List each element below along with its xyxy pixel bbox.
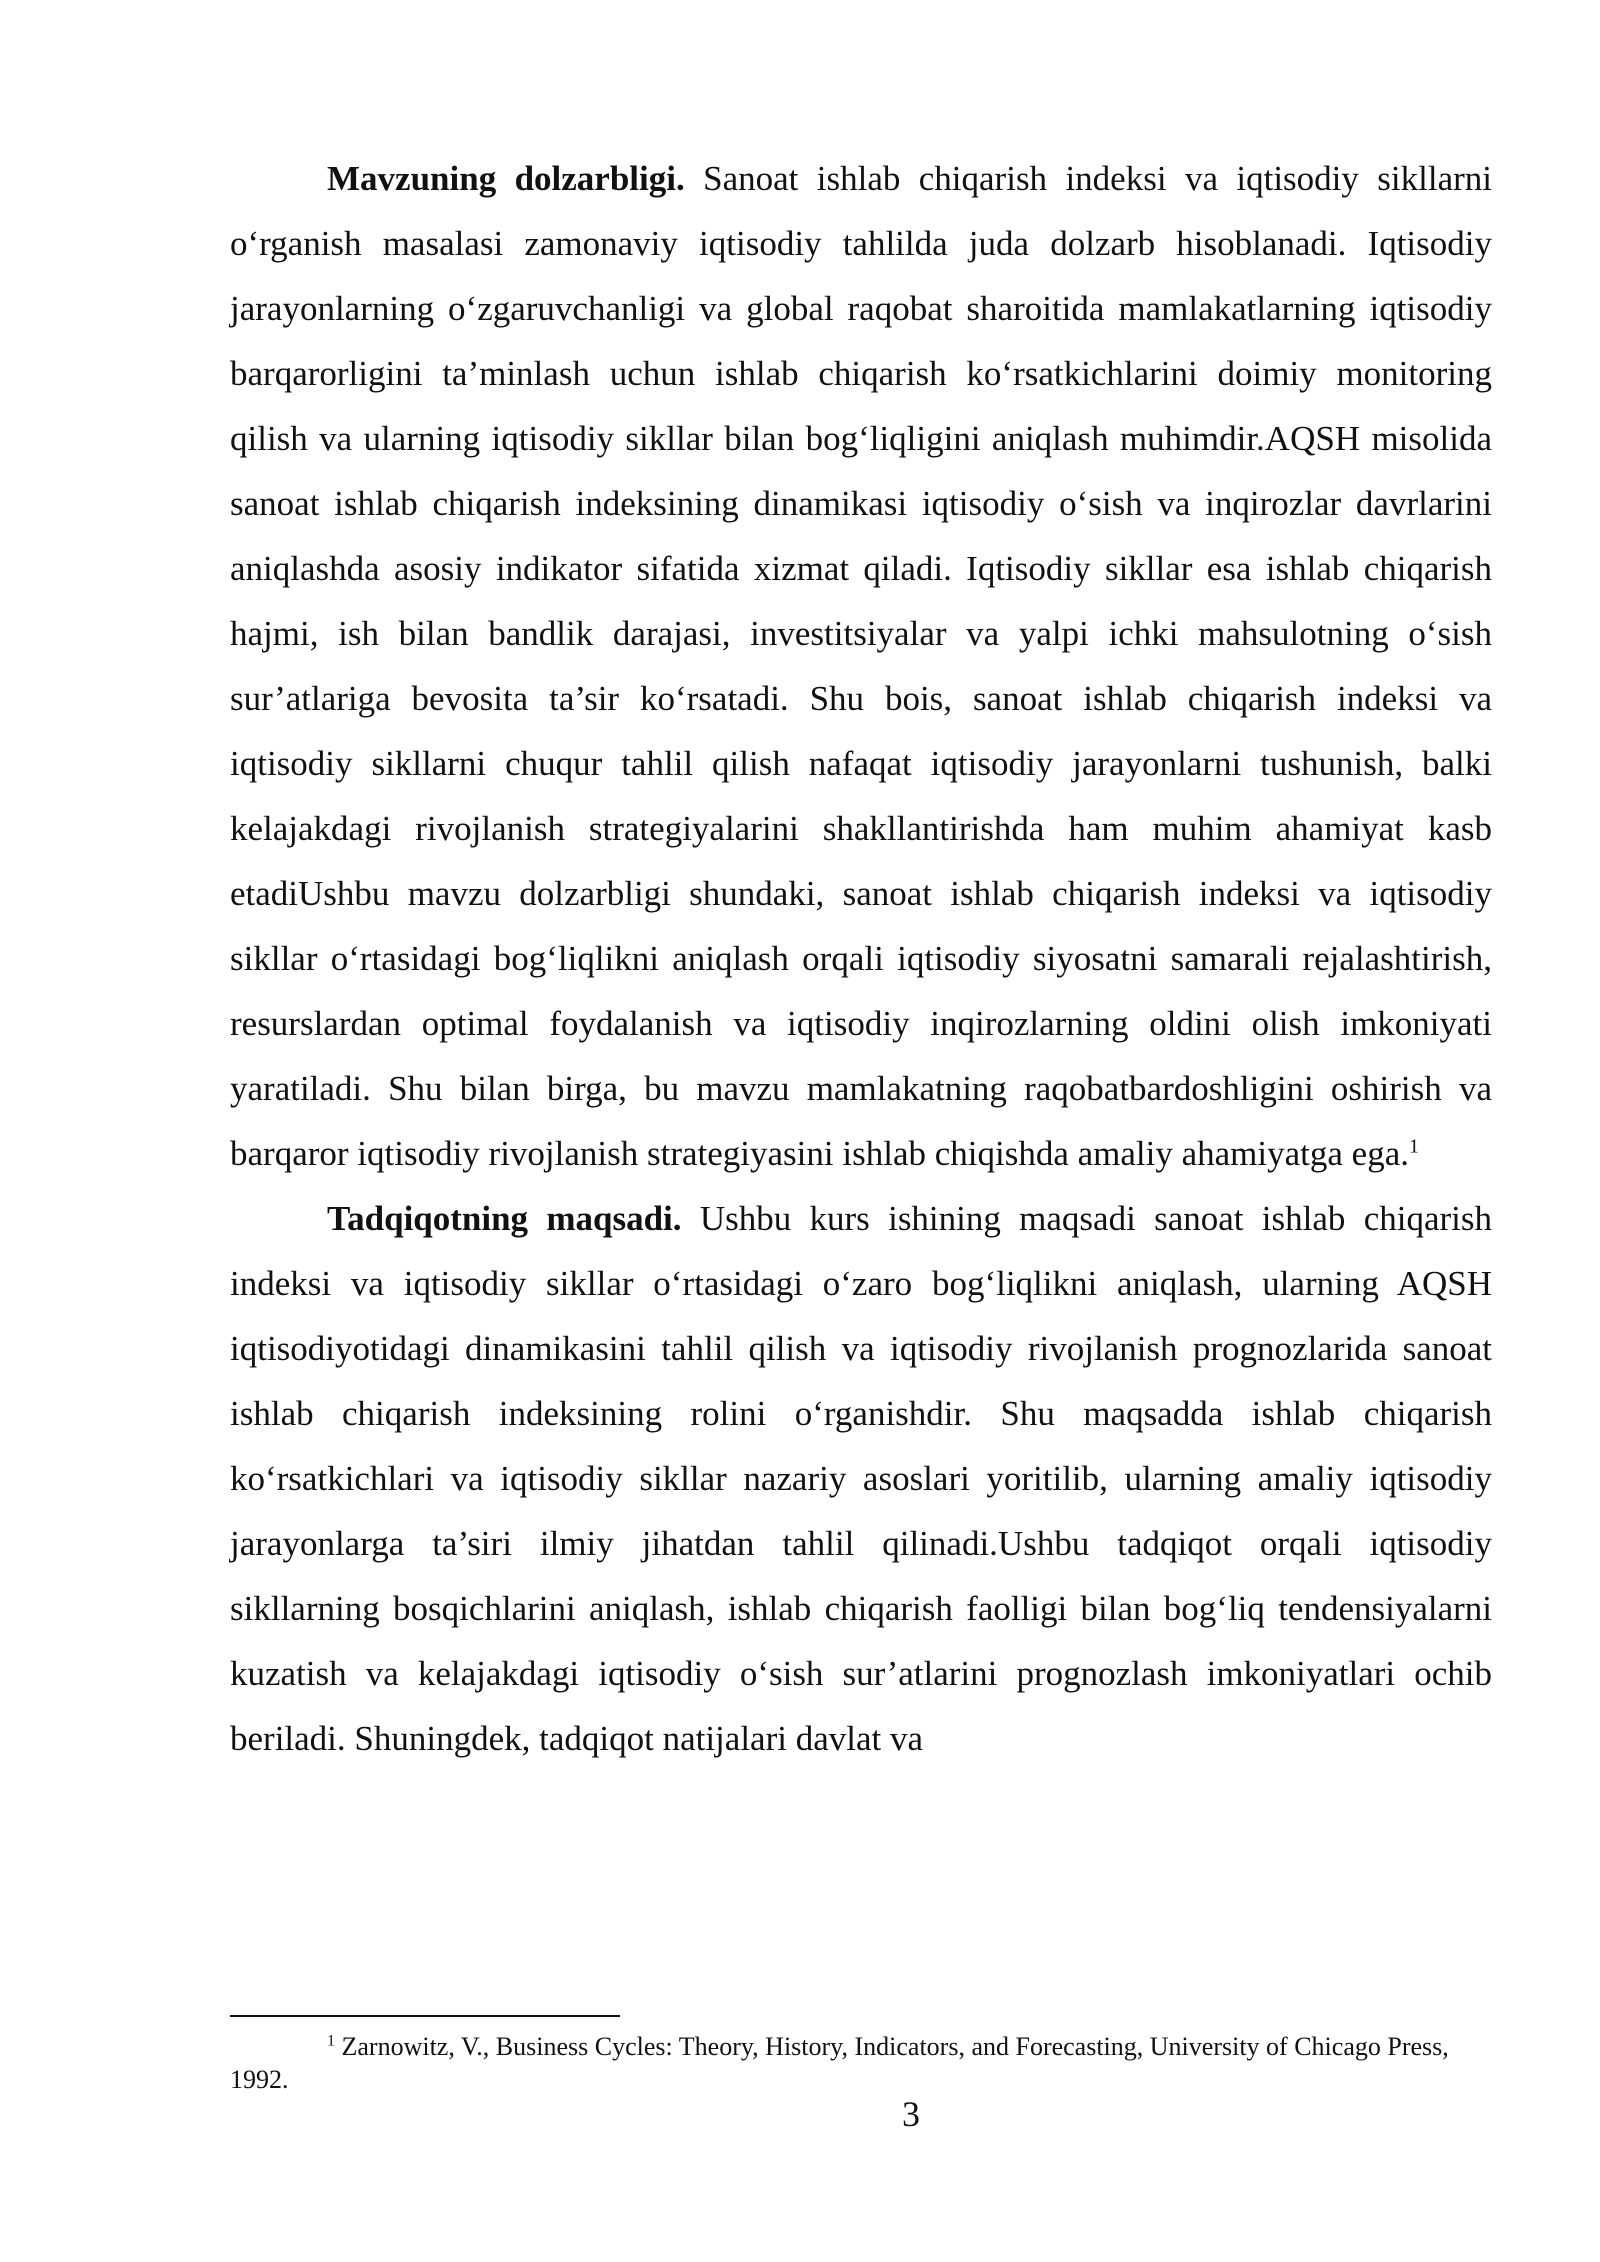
footnote — [230, 2030, 1492, 2096]
footnote-text: Zarnowitz, V., Business Cycles: Theory, History, Indicators, and Forecasting, University of Chicago Press, 1992. — [230, 2032, 1449, 2094]
paragraph-text: Sanoat ishlab chiqarish indeksi va iqtisodiy sikllarni o‘rganish masalasi zamonaviy iqtisodiy tahlilda juda dolzarb hisoblanadi. Iqtisodiy jarayonlarning o‘zgaruvchanligi va global raqobat sharoitida mamlakatlarning iqtisodiy barqarorligini ta’minlash uchun ishlab chiqarish ko‘rsatkichlarini doimiy monitoring qilish va ularning iqtisodiy sikllar bilan bog‘liqligini aniqlash muhimdir.AQSH misolida sanoat ishlab chiqarish indeksining dinamikasi iqtisodiy o‘sish va inqirozlar davrlarini aniqlashda asosiy indikator sifatida xizmat qiladi. Iqtisodiy sikllar esa ishlab chiqarish hajmi, ish bilan bandlik darajasi, investitsiyalar va yalpi ichki mahsulotning o‘sish sur’atlariga bevosita ta’sir ko‘rsatadi. Shu bois, sanoat ishlab chiqarish indeksi va iqtisodiy sikllarni chuqur tahlil qilish nafaqat iqtisodiy jarayonlarni tushunish, balki kelajakdagi rivojlanish strategiyalarini shakllantirishda ham muhim ahamiyat kasb etadiUshbu mavzu dolzarbligi shundaki, sanoat ishlab chiqarish indeksi va iqtisodiy sikllar o‘rtasidagi bog‘liqlikni aniqlash orqali iqtisodiy siyosatni samarali rejalashtirish, resurslardan optimal foydalanish va iqtisodiy inqirozlarning oldini olish imkoniyati yaratiladi. Shu bilan birga, bu mavzu mamlakatning raqobatbardoshligini oshirish va barqaror iqtisodiy rivojlanish strategiyasini ishlab chiqishda amaliy ahamiyatga ega. — [230, 159, 1492, 1173]
paragraph-objective — [230, 1186, 1492, 1771]
body-text — [230, 146, 1492, 1771]
paragraph-heading: Tadqiqotning maqsadi. — [327, 1199, 682, 1238]
paragraph-text: Ushbu kurs ishining maqsadi sanoat ishlab chiqarish indeksi va iqtisodiy sikllar o‘rtasidagi o‘zaro bog‘liqlikni aniqlash, ularning AQSH iqtisodiyotidagi dinamikasini tahlil qilish va iqtisodiy rivojlanish prognozlarida sanoat ishlab chiqarish indeksining rolini o‘rganishdir. Shu maqsadda ishlab chiqarish ko‘rsatkichlari va iqtisodiy sikllar nazariy asoslari yoritilib, ularning amaliy iqtisodiy jarayonlarga ta’siri ilmiy jihatdan tahlil qilinadi.Ushbu tadqiqot orqali iqtisodiy sikllarning bosqichlarini aniqlash, ishlab chiqarish faolligi bilan bog‘liq tendensiyalarni kuzatish va kelajakdagi iqtisodiy o‘sish sur’atlarini prognozlash imkoniyatlari ochib beriladi. Shuningdek, tadqiqot natijalari davlat va — [230, 1199, 1492, 1758]
footnote-marker: 1 — [327, 2032, 335, 2050]
paragraph-relevance — [230, 146, 1492, 1186]
footnote-reference[interactable]: 1 — [1409, 1135, 1419, 1158]
page-number: 3 — [902, 2094, 920, 2134]
footnote-separator — [230, 2015, 620, 2017]
paragraph-heading: Mavzuning dolzarbligi. — [327, 159, 685, 198]
